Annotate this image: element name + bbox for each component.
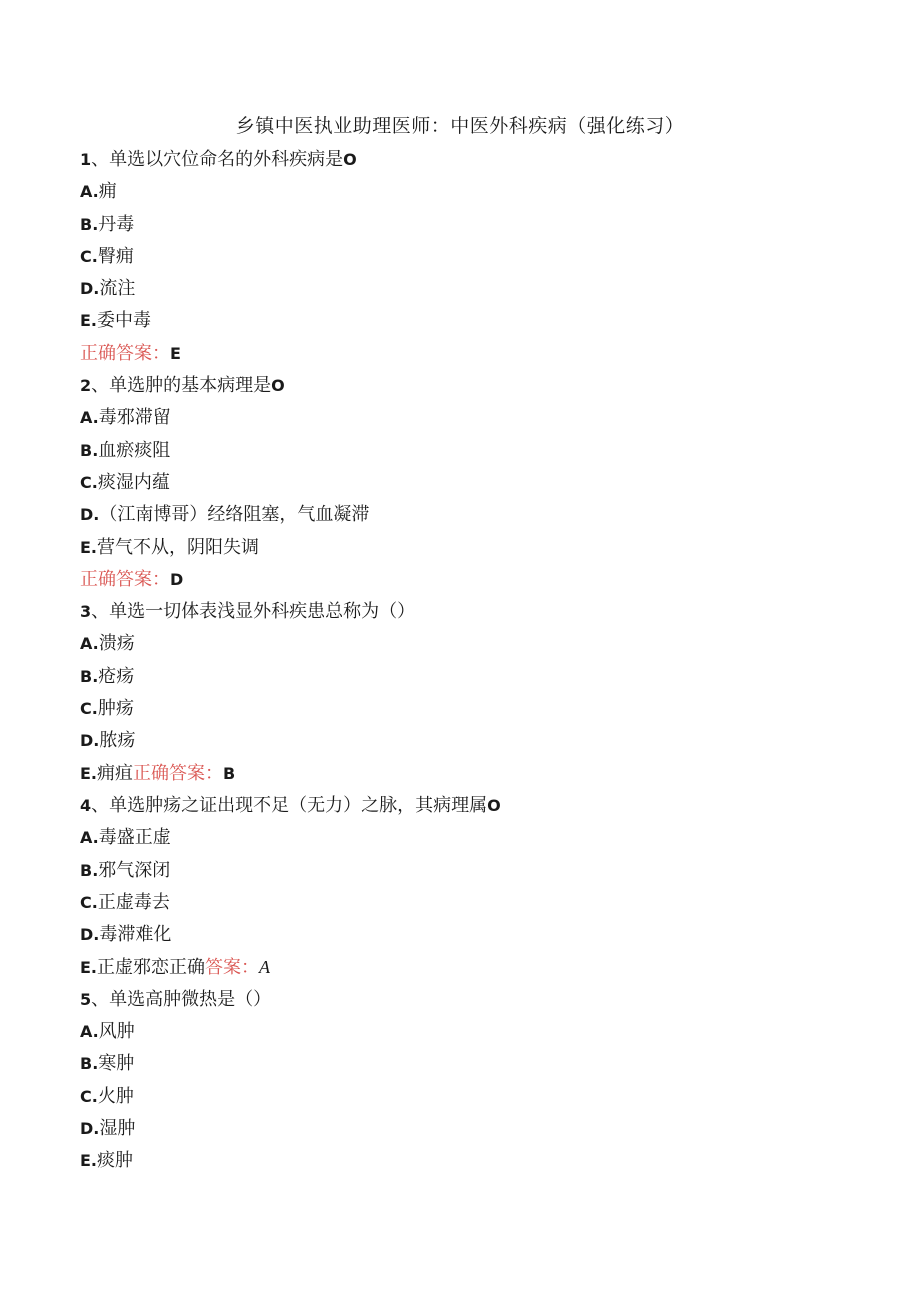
option-b [80,435,860,467]
option-letter: D. [80,925,100,945]
answer-line [80,564,860,596]
option-letter: D. [80,279,100,299]
question-list [80,144,860,1178]
option-letter: E. [80,958,98,978]
option-text: 湿肿 [99,1117,136,1139]
option-text: 痰湿内蕴 [97,471,170,493]
question-text: 、单选一切体表浅显外科疾患总称为（） [91,601,416,623]
option-letter: B. [80,440,99,460]
option-text: 臀痈 [97,245,134,267]
option-c [80,1081,860,1113]
question-blank: O [271,376,285,396]
answer-label: 正确答案： [80,568,170,590]
question-text: 、单选以穴位命名的外科疾病是 [91,149,344,170]
option-text: 痈 [98,181,117,203]
question-text: 、单选高肿微热是（） [91,988,272,1010]
option-text: 营气不从，阴阳失调 [97,536,260,558]
option-e [80,532,860,564]
option-letter: E. [80,311,98,331]
option-a [80,822,860,854]
option-d [80,725,860,757]
option-e-with-answer [80,758,860,790]
option-a [80,402,860,434]
option-text: 溃疡 [98,633,135,655]
option-letter: B. [80,666,99,686]
option-b [80,1048,860,1080]
option-text: 痈疽 [97,762,134,784]
option-d [80,1113,860,1145]
option-e [80,305,860,337]
option-c [80,467,860,499]
question-text: 、单选肿疡之证出现不足（无力）之脉，其病理属 [91,794,488,816]
option-letter: C. [80,472,98,492]
question-5-stem [80,984,860,1016]
option-letter: D. [80,505,100,525]
question-number: 1 [80,150,92,169]
option-letter: D. [80,731,100,751]
option-b [80,209,860,241]
option-text: 火肿 [97,1085,134,1107]
option-letter: C. [80,246,98,266]
answer-value: E [170,343,181,363]
option-letter: B. [80,214,99,234]
question-number: 2 [80,376,92,396]
option-a [80,628,860,660]
option-letter: C. [80,699,98,719]
option-b [80,855,860,887]
option-c [80,241,860,273]
option-a [80,176,860,208]
option-text: 风肿 [98,1021,135,1043]
option-c [80,887,860,919]
option-text: 毒邪滞留 [98,407,171,429]
option-text: 血瘀痰阻 [98,439,171,461]
answer-value: D [170,569,184,589]
option-text: 毒盛正虚 [98,827,171,849]
option-text: （江南博哥）经络阻塞，气血凝滞 [99,504,370,526]
question-2-stem [80,370,860,402]
option-e [80,1145,860,1177]
option-text: 正虚邪恋正确 [97,957,206,979]
option-letter: C. [80,1086,98,1106]
question-text: 、单选肿的基本病理是 [91,375,272,397]
question-number: 5 [80,989,92,1009]
option-letter: A. [80,408,99,428]
question-number: 4 [80,795,92,815]
option-text: 疮疡 [98,665,135,687]
option-letter: A. [80,1022,99,1042]
answer-line [80,338,860,370]
option-d [80,919,860,951]
option-b [80,661,860,693]
option-letter: A. [80,828,99,848]
option-e-with-answer [80,951,860,983]
answer-label: 正确答案： [80,342,170,364]
option-letter: E. [80,763,98,783]
option-c [80,693,860,725]
question-blank: O [487,795,501,815]
answer-label: 答案： [205,957,260,979]
question-1-stem [80,144,860,176]
option-text: 寒肿 [98,1053,135,1075]
question-3-stem [80,596,860,628]
option-d [80,499,860,531]
option-text: 正虚毒去 [97,891,170,913]
question-number: 3 [80,602,92,622]
option-text: 毒滞难化 [99,924,172,946]
document-title: 乡镇中医执业助理医师：中医外科疾病（强化练习） [235,115,685,137]
option-text: 痰肿 [97,1150,134,1172]
answer-label: 正确答案： [133,762,224,784]
option-letter: E. [80,1151,98,1171]
question-4-stem [80,790,860,822]
option-letter: E. [80,537,98,557]
option-text: 流注 [99,278,136,300]
option-text: 委中毒 [97,310,152,332]
option-text: 脓疡 [99,730,136,752]
option-letter: D. [80,1118,100,1138]
option-a [80,1016,860,1048]
option-letter: C. [80,892,98,912]
option-text: 邪气深闭 [98,859,171,881]
option-text: 丹毒 [98,213,135,235]
option-text: 肿疡 [97,698,134,720]
question-blank: O [343,150,357,169]
option-letter: A. [80,182,99,202]
answer-value: B [223,763,236,783]
option-d [80,273,860,305]
option-letter: B. [80,860,99,880]
option-letter: B. [80,1054,99,1074]
answer-value: A [259,957,271,978]
option-letter: A. [80,634,99,654]
